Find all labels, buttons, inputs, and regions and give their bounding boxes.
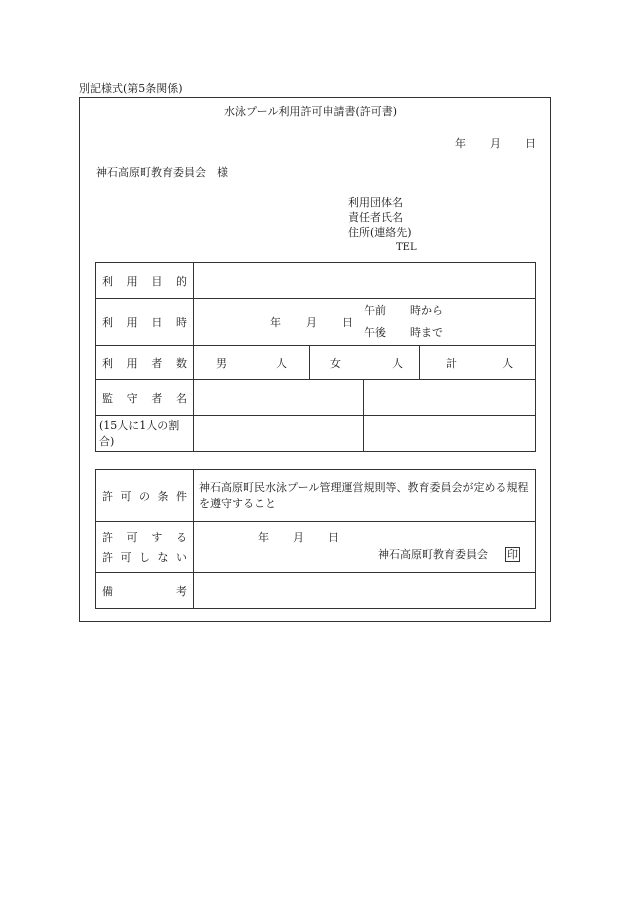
usage-month: 月	[306, 316, 317, 329]
form-title: 水泳プール利用許可申請書(許可書)	[224, 105, 398, 118]
female-count-field[interactable]: 女 人	[310, 346, 420, 380]
applicant-responsible-name: 責任者氏名	[348, 211, 403, 224]
datetime-field[interactable]	[194, 299, 536, 346]
permit-day: 日	[328, 531, 339, 544]
permit-year: 年	[258, 531, 269, 544]
usage-pm: 午後	[364, 326, 386, 339]
permit-row	[96, 522, 536, 573]
applicant-tel: TEL	[396, 242, 417, 253]
supervisor-name-1[interactable]	[194, 380, 364, 416]
permit-decision-field	[194, 522, 536, 573]
usage-am: 午前	[364, 304, 386, 317]
datetime-label: 利 用 日 時	[96, 299, 194, 346]
total-count-field[interactable]: 計 人	[420, 346, 536, 380]
conditions-row	[96, 470, 536, 522]
male-count-field[interactable]: 男 人	[194, 346, 310, 380]
date-year: 年	[455, 137, 466, 150]
usage-year: 年	[270, 316, 281, 329]
remarks-label: 備 考	[96, 573, 194, 609]
permit-month: 月	[293, 531, 304, 544]
datetime-row	[96, 299, 536, 346]
permit-label: 許 可 す る 許 可 し な い	[96, 522, 194, 573]
purpose-row	[96, 263, 536, 299]
usage-until: 時まで	[410, 326, 443, 339]
supervisor-row	[96, 380, 536, 416]
permit-issuer: 神石高原町教育委員会	[378, 548, 488, 561]
supervisor-name-4[interactable]	[364, 416, 536, 452]
users-row	[96, 346, 536, 380]
remarks-row	[96, 573, 536, 609]
addressee: 神石高原町教育委員会 様	[96, 166, 228, 179]
conditions-text: 神石高原町民水泳プール管理運営規則等、教育委員会が定める規程を遵守すること	[194, 470, 536, 522]
usage-from: 時から	[410, 304, 443, 317]
applicant-org-name: 利用団体名	[348, 196, 403, 209]
supervisor-label: 監 守 者 名	[96, 380, 194, 416]
applicant-address: 住所(連絡先)	[348, 226, 412, 239]
permit-table	[95, 469, 536, 609]
users-label: 利 用 者 数	[96, 346, 194, 380]
supervisor-ratio-label: (15人に1人の割合)	[96, 416, 194, 452]
conditions-label: 許 可 の 条 件	[96, 470, 194, 522]
supervisor-name-2[interactable]	[364, 380, 536, 416]
supervisor-name-3[interactable]	[194, 416, 364, 452]
date-day: 日	[525, 137, 536, 150]
purpose-label: 利 用 目 的	[96, 263, 194, 299]
form-number: 別記様式(第5条関係)	[79, 82, 183, 95]
purpose-field[interactable]	[194, 263, 536, 299]
usage-day: 日	[342, 316, 353, 329]
remarks-field[interactable]	[194, 573, 536, 609]
seal-mark: 印	[507, 548, 518, 561]
date-month: 月	[490, 137, 501, 150]
usage-table	[95, 262, 536, 452]
supervisor-ratio-row	[96, 416, 536, 452]
